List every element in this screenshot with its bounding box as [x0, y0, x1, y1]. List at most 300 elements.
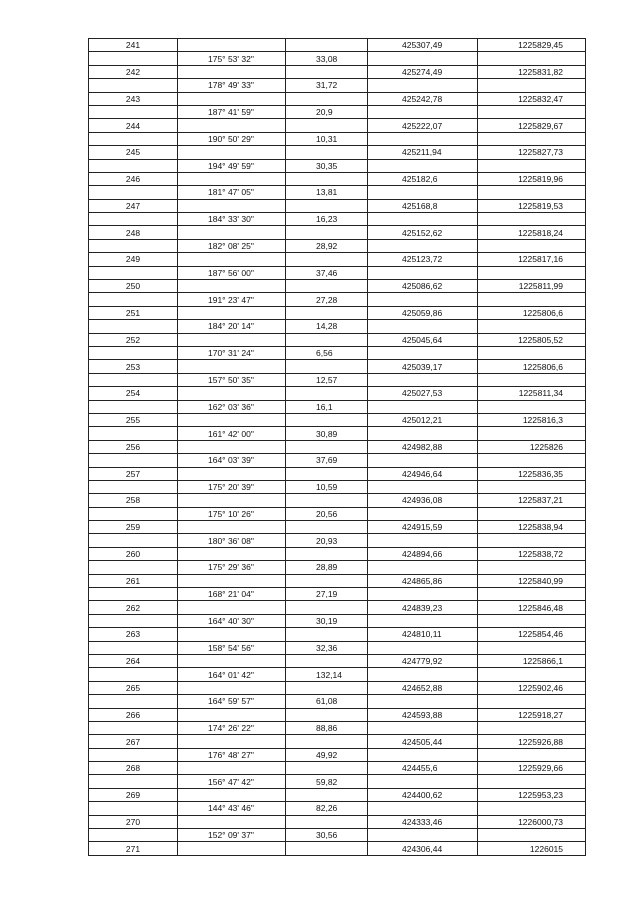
point-row — [89, 601, 586, 614]
point-number-cell — [89, 695, 178, 708]
distance-cell — [286, 39, 368, 52]
point-row — [89, 574, 586, 587]
point-number-cell: 260 — [89, 547, 178, 560]
y-coordinate-cell — [478, 507, 586, 520]
point-number-cell: 271 — [89, 842, 178, 855]
distance-cell: 59,82 — [286, 775, 368, 788]
distance-cell — [286, 788, 368, 801]
segment-row — [89, 79, 586, 92]
distance-cell: 88,86 — [286, 721, 368, 734]
distance-cell: 30,19 — [286, 614, 368, 627]
x-coordinate-cell — [368, 373, 478, 386]
segment-row — [89, 266, 586, 279]
distance-cell: 28,92 — [286, 239, 368, 252]
x-coordinate-cell — [368, 346, 478, 359]
x-coordinate-cell: 424946,64 — [368, 467, 478, 480]
x-coordinate-cell: 424455,6 — [368, 762, 478, 775]
distance-cell — [286, 333, 368, 346]
distance-cell: 27,19 — [286, 588, 368, 601]
y-coordinate-cell — [478, 721, 586, 734]
x-coordinate-cell: 424306,44 — [368, 842, 478, 855]
point-number-cell: 247 — [89, 199, 178, 212]
angle-cell: 175° 29' 36" — [178, 561, 286, 574]
point-number-cell: 254 — [89, 387, 178, 400]
segment-row — [89, 132, 586, 145]
distance-cell: 14,28 — [286, 320, 368, 333]
segment-row — [89, 454, 586, 467]
distance-cell: 37,69 — [286, 454, 368, 467]
distance-cell: 20,93 — [286, 534, 368, 547]
point-row — [89, 654, 586, 667]
angle-cell: 174° 26' 22" — [178, 721, 286, 734]
y-coordinate-cell — [478, 186, 586, 199]
point-number-cell — [89, 561, 178, 574]
point-number-cell: 250 — [89, 280, 178, 293]
segment-row — [89, 52, 586, 65]
x-coordinate-cell — [368, 400, 478, 413]
angle-cell: 178° 49' 33" — [178, 79, 286, 92]
y-coordinate-cell — [478, 695, 586, 708]
point-row — [89, 199, 586, 212]
angle-cell: 181° 47' 05" — [178, 186, 286, 199]
angle-cell — [178, 735, 286, 748]
point-number-cell — [89, 507, 178, 520]
x-coordinate-cell: 425152,62 — [368, 226, 478, 239]
point-number-cell — [89, 79, 178, 92]
angle-cell — [178, 387, 286, 400]
point-row — [89, 547, 586, 560]
x-coordinate-cell — [368, 213, 478, 226]
y-coordinate-cell: 1225918,27 — [478, 708, 586, 721]
segment-row — [89, 159, 586, 172]
point-row — [89, 387, 586, 400]
point-number-cell: 266 — [89, 708, 178, 721]
point-row — [89, 628, 586, 641]
x-coordinate-cell — [368, 480, 478, 493]
angle-cell — [178, 39, 286, 52]
point-number-cell — [89, 641, 178, 654]
angle-cell: 170° 31' 24" — [178, 346, 286, 359]
x-coordinate-cell — [368, 695, 478, 708]
y-coordinate-cell — [478, 159, 586, 172]
x-coordinate-cell — [368, 507, 478, 520]
angle-cell — [178, 92, 286, 105]
distance-cell — [286, 735, 368, 748]
y-coordinate-cell: 1225818,24 — [478, 226, 586, 239]
angle-cell — [178, 440, 286, 453]
angle-cell: 157° 50' 35" — [178, 373, 286, 386]
x-coordinate-cell: 425168,8 — [368, 199, 478, 212]
y-coordinate-cell — [478, 534, 586, 547]
y-coordinate-cell: 1226015 — [478, 842, 586, 855]
point-row — [89, 119, 586, 132]
y-coordinate-cell: 1225819,96 — [478, 172, 586, 185]
point-number-cell: 263 — [89, 628, 178, 641]
x-coordinate-cell — [368, 159, 478, 172]
point-row — [89, 762, 586, 775]
y-coordinate-cell — [478, 346, 586, 359]
x-coordinate-cell — [368, 775, 478, 788]
point-number-cell: 252 — [89, 333, 178, 346]
x-coordinate-cell: 425307,49 — [368, 39, 478, 52]
angle-cell — [178, 360, 286, 373]
y-coordinate-cell — [478, 213, 586, 226]
distance-cell: 12,57 — [286, 373, 368, 386]
distance-cell: 37,46 — [286, 266, 368, 279]
distance-cell: 31,72 — [286, 79, 368, 92]
segment-row — [89, 721, 586, 734]
distance-cell: 10,31 — [286, 132, 368, 145]
angle-cell — [178, 654, 286, 667]
distance-cell — [286, 440, 368, 453]
distance-cell: 10,59 — [286, 480, 368, 493]
x-coordinate-cell: 425012,21 — [368, 413, 478, 426]
point-row — [89, 92, 586, 105]
point-row — [89, 842, 586, 855]
y-coordinate-cell: 1225827,73 — [478, 146, 586, 159]
angle-cell: 175° 10' 26" — [178, 507, 286, 520]
distance-cell — [286, 601, 368, 614]
point-number-cell — [89, 721, 178, 734]
angle-cell — [178, 842, 286, 855]
point-number-cell — [89, 52, 178, 65]
angle-cell: 164° 59' 57" — [178, 695, 286, 708]
point-number-cell: 261 — [89, 574, 178, 587]
distance-cell: 28,89 — [286, 561, 368, 574]
point-number-cell — [89, 802, 178, 815]
angle-cell: 184° 33' 30" — [178, 213, 286, 226]
angle-cell — [178, 253, 286, 266]
angle-cell: 184° 20' 14" — [178, 320, 286, 333]
segment-row — [89, 561, 586, 574]
angle-cell: 164° 03' 39" — [178, 454, 286, 467]
x-coordinate-cell: 425211,94 — [368, 146, 478, 159]
distance-cell: 30,35 — [286, 159, 368, 172]
segment-row — [89, 480, 586, 493]
distance-cell: 61,08 — [286, 695, 368, 708]
distance-cell — [286, 280, 368, 293]
point-row — [89, 815, 586, 828]
angle-cell: 187° 41' 59" — [178, 105, 286, 118]
point-number-cell — [89, 159, 178, 172]
segment-row — [89, 829, 586, 842]
segment-row — [89, 105, 586, 118]
y-coordinate-cell: 1225866,1 — [478, 654, 586, 667]
y-coordinate-cell — [478, 454, 586, 467]
distance-cell — [286, 253, 368, 266]
angle-cell — [178, 521, 286, 534]
angle-cell — [178, 146, 286, 159]
x-coordinate-cell: 424936,08 — [368, 494, 478, 507]
distance-cell: 6,56 — [286, 346, 368, 359]
y-coordinate-cell — [478, 293, 586, 306]
x-coordinate-cell: 425242,78 — [368, 92, 478, 105]
y-coordinate-cell — [478, 748, 586, 761]
segment-row — [89, 427, 586, 440]
coordinate-table-sheet — [88, 38, 585, 856]
point-row — [89, 306, 586, 319]
distance-cell: 32,36 — [286, 641, 368, 654]
distance-cell — [286, 199, 368, 212]
angle-cell — [178, 681, 286, 694]
point-number-cell: 264 — [89, 654, 178, 667]
y-coordinate-cell — [478, 588, 586, 601]
angle-cell: 175° 20' 39" — [178, 480, 286, 493]
distance-cell — [286, 119, 368, 132]
angle-cell — [178, 467, 286, 480]
point-row — [89, 440, 586, 453]
angle-cell — [178, 494, 286, 507]
distance-cell — [286, 521, 368, 534]
y-coordinate-cell: 1225854,46 — [478, 628, 586, 641]
angle-cell — [178, 199, 286, 212]
y-coordinate-cell — [478, 775, 586, 788]
point-number-cell: 268 — [89, 762, 178, 775]
point-row — [89, 333, 586, 346]
segment-row — [89, 534, 586, 547]
y-coordinate-cell: 1225832,47 — [478, 92, 586, 105]
y-coordinate-cell: 1225819,53 — [478, 199, 586, 212]
x-coordinate-cell — [368, 52, 478, 65]
point-number-cell: 255 — [89, 413, 178, 426]
point-number-cell — [89, 266, 178, 279]
distance-cell: 49,92 — [286, 748, 368, 761]
y-coordinate-cell — [478, 829, 586, 842]
distance-cell — [286, 65, 368, 78]
y-coordinate-cell — [478, 561, 586, 574]
segment-row — [89, 373, 586, 386]
y-coordinate-cell: 1225817,16 — [478, 253, 586, 266]
point-number-cell: 269 — [89, 788, 178, 801]
x-coordinate-cell — [368, 239, 478, 252]
x-coordinate-cell — [368, 561, 478, 574]
x-coordinate-cell — [368, 534, 478, 547]
distance-cell — [286, 172, 368, 185]
y-coordinate-cell: 1225953,23 — [478, 788, 586, 801]
angle-cell — [178, 172, 286, 185]
point-number-cell — [89, 373, 178, 386]
y-coordinate-cell: 1225829,67 — [478, 119, 586, 132]
distance-cell: 82,26 — [286, 802, 368, 815]
x-coordinate-cell: 425039,17 — [368, 360, 478, 373]
angle-cell — [178, 333, 286, 346]
point-row — [89, 172, 586, 185]
distance-cell — [286, 413, 368, 426]
y-coordinate-cell: 1225806,6 — [478, 306, 586, 319]
point-row — [89, 146, 586, 159]
x-coordinate-cell: 424593,88 — [368, 708, 478, 721]
distance-cell: 16,1 — [286, 400, 368, 413]
segment-row — [89, 346, 586, 359]
x-coordinate-cell: 424894,66 — [368, 547, 478, 560]
point-number-cell — [89, 320, 178, 333]
x-coordinate-cell: 425274,49 — [368, 65, 478, 78]
point-row — [89, 65, 586, 78]
segment-row — [89, 293, 586, 306]
y-coordinate-cell — [478, 239, 586, 252]
point-row — [89, 521, 586, 534]
point-row — [89, 39, 586, 52]
x-coordinate-cell: 424652,88 — [368, 681, 478, 694]
point-number-cell: 244 — [89, 119, 178, 132]
point-row — [89, 494, 586, 507]
x-coordinate-cell — [368, 105, 478, 118]
distance-cell: 30,89 — [286, 427, 368, 440]
distance-cell — [286, 494, 368, 507]
angle-cell: 175° 53' 32" — [178, 52, 286, 65]
distance-cell — [286, 387, 368, 400]
segment-row — [89, 400, 586, 413]
segment-row — [89, 614, 586, 627]
point-number-cell — [89, 534, 178, 547]
point-number-cell — [89, 213, 178, 226]
distance-cell — [286, 547, 368, 560]
segment-row — [89, 802, 586, 815]
x-coordinate-cell — [368, 721, 478, 734]
segment-row — [89, 588, 586, 601]
distance-cell: 27,28 — [286, 293, 368, 306]
distance-cell: 30,56 — [286, 829, 368, 842]
y-coordinate-cell: 1225806,6 — [478, 360, 586, 373]
point-row — [89, 226, 586, 239]
point-number-cell — [89, 588, 178, 601]
y-coordinate-cell — [478, 132, 586, 145]
y-coordinate-cell: 1225838,72 — [478, 547, 586, 560]
x-coordinate-cell — [368, 588, 478, 601]
x-coordinate-cell: 424865,86 — [368, 574, 478, 587]
y-coordinate-cell — [478, 320, 586, 333]
point-number-cell: 257 — [89, 467, 178, 480]
point-number-cell: 259 — [89, 521, 178, 534]
x-coordinate-cell — [368, 320, 478, 333]
point-number-cell — [89, 614, 178, 627]
angle-cell: 168° 21' 04" — [178, 588, 286, 601]
x-coordinate-cell: 425086,62 — [368, 280, 478, 293]
segment-row — [89, 775, 586, 788]
angle-cell — [178, 574, 286, 587]
y-coordinate-cell — [478, 480, 586, 493]
point-number-cell: 256 — [89, 440, 178, 453]
distance-cell — [286, 762, 368, 775]
point-row — [89, 360, 586, 373]
x-coordinate-cell — [368, 614, 478, 627]
point-number-cell — [89, 454, 178, 467]
table-body — [89, 39, 586, 856]
point-row — [89, 280, 586, 293]
x-coordinate-cell: 424839,23 — [368, 601, 478, 614]
angle-cell: 164° 40' 30" — [178, 614, 286, 627]
segment-row — [89, 239, 586, 252]
y-coordinate-cell: 1225840,99 — [478, 574, 586, 587]
x-coordinate-cell: 425027,53 — [368, 387, 478, 400]
x-coordinate-cell — [368, 748, 478, 761]
point-number-cell — [89, 427, 178, 440]
point-number-cell: 245 — [89, 146, 178, 159]
angle-cell: 162° 03' 36" — [178, 400, 286, 413]
point-row — [89, 708, 586, 721]
point-row — [89, 413, 586, 426]
angle-cell — [178, 280, 286, 293]
x-coordinate-cell: 425222,07 — [368, 119, 478, 132]
x-coordinate-cell — [368, 132, 478, 145]
segment-row — [89, 507, 586, 520]
point-number-cell — [89, 186, 178, 199]
point-number-cell: 249 — [89, 253, 178, 266]
distance-cell: 13,81 — [286, 186, 368, 199]
point-number-cell — [89, 105, 178, 118]
distance-cell: 16,23 — [286, 213, 368, 226]
y-coordinate-cell: 1225926,88 — [478, 735, 586, 748]
y-coordinate-cell — [478, 373, 586, 386]
y-coordinate-cell: 1225805,52 — [478, 333, 586, 346]
y-coordinate-cell — [478, 641, 586, 654]
y-coordinate-cell: 1225829,45 — [478, 39, 586, 52]
distance-cell — [286, 815, 368, 828]
x-coordinate-cell: 424505,44 — [368, 735, 478, 748]
point-row — [89, 681, 586, 694]
x-coordinate-cell: 424779,92 — [368, 654, 478, 667]
x-coordinate-cell: 424400,62 — [368, 788, 478, 801]
y-coordinate-cell: 1225902,46 — [478, 681, 586, 694]
angle-cell: 182° 08' 25" — [178, 239, 286, 252]
angle-cell — [178, 119, 286, 132]
x-coordinate-cell — [368, 829, 478, 842]
y-coordinate-cell — [478, 266, 586, 279]
y-coordinate-cell — [478, 427, 586, 440]
point-number-cell: 248 — [89, 226, 178, 239]
point-number-cell — [89, 829, 178, 842]
y-coordinate-cell: 1225816,3 — [478, 413, 586, 426]
point-number-cell: 251 — [89, 306, 178, 319]
distance-cell — [286, 574, 368, 587]
x-coordinate-cell: 424982,88 — [368, 440, 478, 453]
distance-cell: 20,56 — [286, 507, 368, 520]
segment-row — [89, 186, 586, 199]
point-number-cell: 267 — [89, 735, 178, 748]
distance-cell — [286, 842, 368, 855]
y-coordinate-cell: 1225811,99 — [478, 280, 586, 293]
angle-cell — [178, 788, 286, 801]
y-coordinate-cell — [478, 802, 586, 815]
point-number-cell — [89, 400, 178, 413]
distance-cell — [286, 360, 368, 373]
distance-cell — [286, 146, 368, 159]
y-coordinate-cell: 1225831,82 — [478, 65, 586, 78]
point-number-cell — [89, 239, 178, 252]
y-coordinate-cell — [478, 400, 586, 413]
angle-cell — [178, 547, 286, 560]
point-number-cell — [89, 668, 178, 681]
segment-row — [89, 641, 586, 654]
angle-cell — [178, 413, 286, 426]
angle-cell — [178, 708, 286, 721]
segment-row — [89, 668, 586, 681]
x-coordinate-cell: 424915,59 — [368, 521, 478, 534]
x-coordinate-cell: 424333,46 — [368, 815, 478, 828]
y-coordinate-cell: 1225846,48 — [478, 601, 586, 614]
angle-cell: 152° 09' 37" — [178, 829, 286, 842]
point-row — [89, 253, 586, 266]
distance-cell — [286, 92, 368, 105]
distance-cell — [286, 681, 368, 694]
point-number-cell: 241 — [89, 39, 178, 52]
x-coordinate-cell — [368, 427, 478, 440]
x-coordinate-cell — [368, 266, 478, 279]
angle-cell — [178, 65, 286, 78]
point-number-cell: 242 — [89, 65, 178, 78]
point-number-cell: 265 — [89, 681, 178, 694]
point-number-cell — [89, 346, 178, 359]
